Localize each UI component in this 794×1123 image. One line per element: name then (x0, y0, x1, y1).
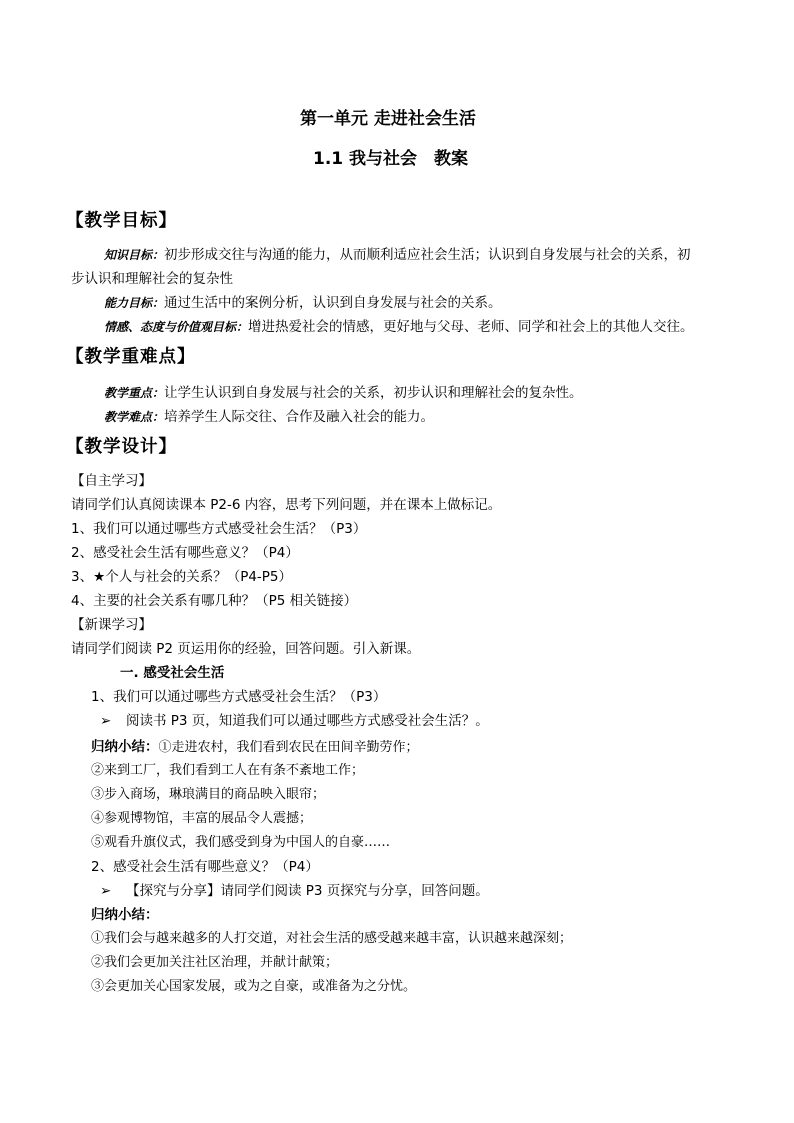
hard-point-label: 教学难点： (104, 410, 165, 424)
question-item: 4、主要的社会关系有哪几种？（P5 相关链接） (71, 593, 358, 609)
summary-line: ④参观博物馆，丰富的展品令人震撼； (91, 811, 313, 826)
self-study-intro: 请同学们认真阅读课本 P2-6 内容，思考下列问题，并在课本上做标记。 (71, 497, 502, 513)
question-item: 1、我们可以通过哪些方式感受社会生活？（P3） (71, 521, 367, 537)
section-heading-design: 【教学设计】 (66, 437, 177, 457)
knowledge-goal-continued: 步认识和理解社会的复杂性 (71, 271, 233, 287)
hard-point (104, 408, 434, 426)
hard-point-text: 培养学生人际交往、合作及融入社会的能力。 (164, 409, 435, 425)
emotion-goal-label: 情感、态度与价值观目标： (104, 320, 249, 334)
task-text: 阅读书 P3 页，知道我们可以通过哪些方式感受社会生活？。 (126, 713, 489, 729)
task-text: 【探究与分享】请同学们阅读 P3 页探究与分享，回答问题。 (126, 883, 489, 899)
summary-line: ③会更加关心国家发展，或为之自豪，或准备为之分忧。 (91, 979, 417, 994)
arrow-bullet-icon: ➢ (100, 713, 112, 729)
page-title: 第一单元 走进社会生活 (300, 109, 476, 129)
key-point-label: 教学重点： (104, 386, 165, 400)
arrow-bullet-icon: ➢ (100, 883, 112, 899)
question-item: 3、★个人与社会的关系？（P4-P5） (71, 569, 293, 585)
sub-question: 1、我们可以通过哪些方式感受社会生活？（P3） (91, 689, 387, 705)
page-subtitle: 1.1 我与社会 教案 (313, 149, 469, 169)
key-point-text: 让学生认识到自身发展与社会的关系，初步认识和理解社会的复杂性。 (164, 385, 583, 401)
summary-label: 归纳小结： (91, 907, 159, 923)
summary-label: 归纳小结： (91, 739, 159, 755)
new-lesson-label: 【新课学习】 (71, 617, 152, 633)
summary-line: ③步入商场，琳琅满目的商品映入眼帘； (91, 787, 326, 802)
sub-question: 2、感受社会生活有哪些意义？（P4） (91, 859, 319, 875)
summary-line: ⑤观看升旗仪式，我们感受到身为中国人的自豪…… (91, 835, 391, 850)
summary-text: ①走进农村，我们看到农民在田间辛勤劳作； (158, 740, 419, 755)
new-lesson-intro: 请同学们阅读 P2 页运用你的经验，回答问题。引入新课。 (71, 641, 421, 657)
self-study-label: 【自主学习】 (71, 473, 152, 489)
summary-line: ②来到工厂，我们看到工人在有条不紊地工作； (91, 763, 365, 778)
ability-goal-label: 能力目标： (104, 296, 165, 310)
ability-goal-text: 通过生活中的案例分析，认识到自身发展与社会的关系。 (164, 295, 502, 311)
key-point (104, 384, 583, 402)
section-heading-keypoints: 【教学重难点】 (66, 347, 196, 367)
question-item: 2、感受社会生活有哪些意义？（P4） (71, 545, 299, 561)
ability-goal (104, 294, 502, 312)
task-item (100, 712, 489, 730)
summary-line: ①我们会与越来越多的人打交道，对社会生活的感受越来越丰富，认识越来越深刻； (91, 931, 573, 946)
summary-line: ②我们会更加关注社区治理，并献计献策； (91, 955, 339, 970)
section-heading-goals: 【教学目标】 (66, 211, 177, 231)
task-item (100, 882, 489, 900)
knowledge-goal-label: 知识目标： (104, 248, 165, 262)
part-heading: 一. 感受社会生活 (120, 665, 225, 681)
emotion-goal-text: 增进热爱社会的情感，更好地与父母、老师、同学和社会上的其他人交往。 (248, 319, 694, 335)
knowledge-goal (104, 246, 691, 264)
emotion-goal (104, 318, 694, 336)
knowledge-goal-text: 初步形成交往与沟通的能力，从而顺利适应社会生活；认识到自身发展与社会的关系，初 (164, 247, 691, 263)
summary-line (91, 738, 419, 757)
